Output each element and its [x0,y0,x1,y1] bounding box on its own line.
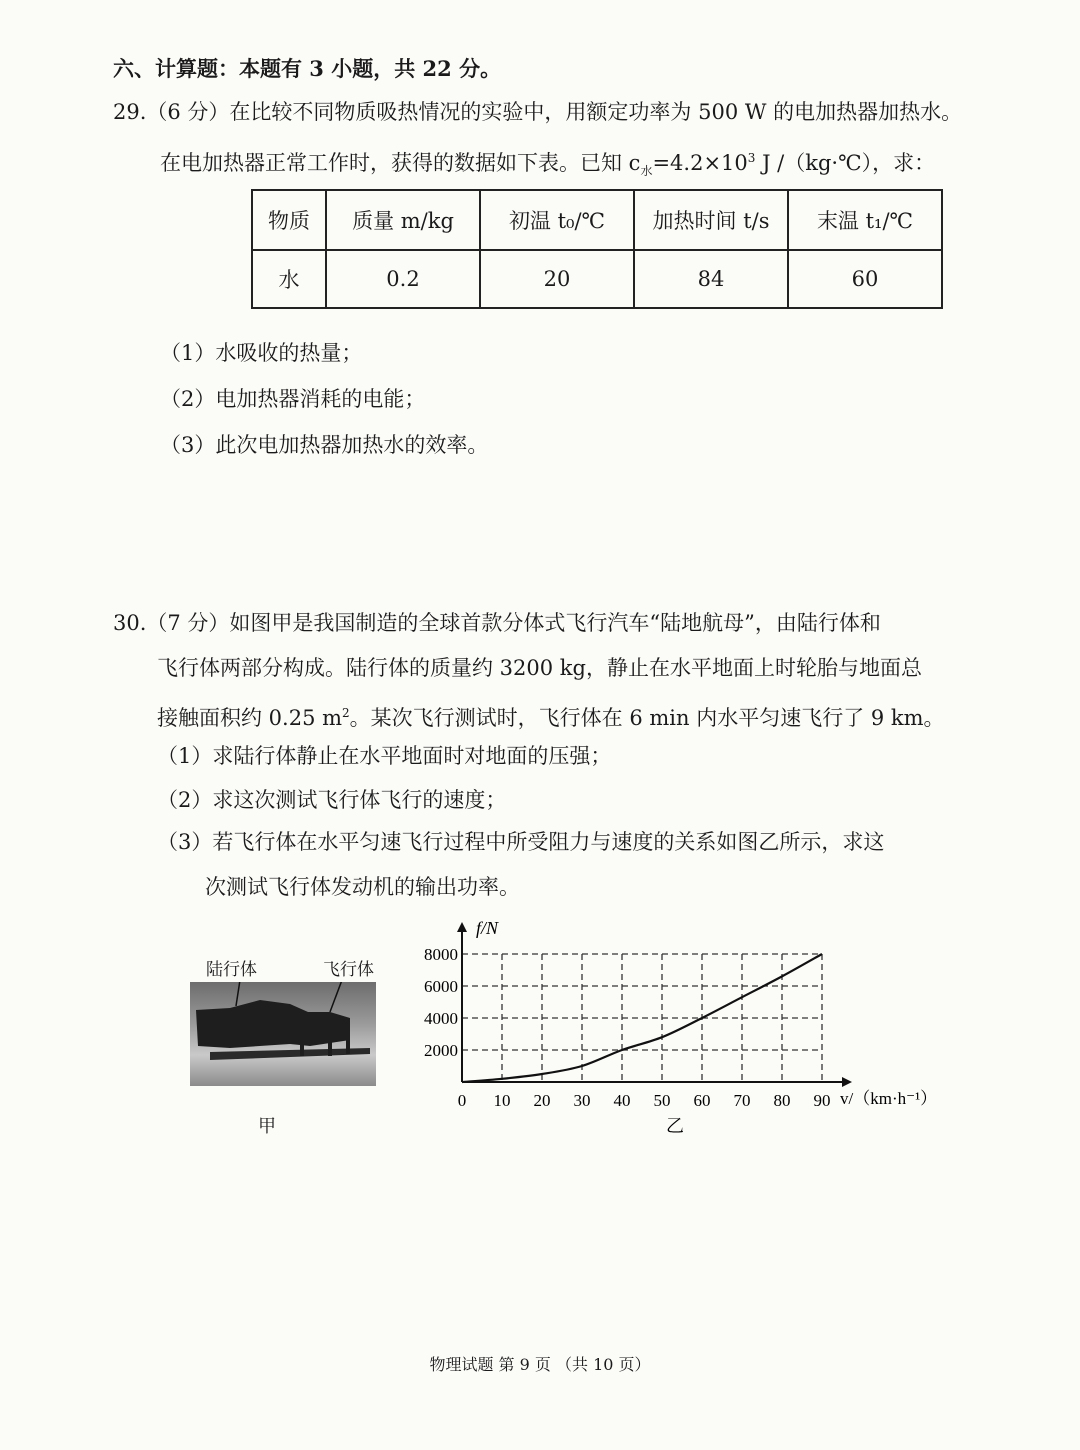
x-tick-label: 70 [733,1091,751,1110]
q30-line3-sup: 2 [342,706,350,720]
table-header-cell: 物质 [252,190,326,250]
q30-line3-a: 接触面积约 0.25 m [157,706,343,730]
q29-line2-c: J /（kg·℃），求： [755,151,936,175]
q29-line1: 29.（6 分）在比较不同物质吸热情况的实验中，用额定功率为 500 W 的电加热器加热水。 [113,100,963,124]
y-axis-arrow [457,922,467,932]
x-tick-label: 40 [613,1091,631,1110]
q29-line2-a: 在电加热器正常工作时，获得的数据如下表。已知 c [160,151,641,175]
q29-sub3: （3）此次电加热器加热水的效率。 [160,433,489,457]
q30-line1: 30.（7 分）如图甲是我国制造的全球首款分体式飞行汽车“陆地航母”，由陆行体和 [113,611,881,635]
q30-line3-b: 。某次飞行测试时，飞行体在 6 min 内水平匀速飞行了 9 km。 [349,706,945,730]
chart-grid [462,954,822,1082]
table-cell: 0.2 [326,250,480,308]
table-cell: 水 [252,250,326,308]
q29-line2-b: =4.2×10 [652,151,748,175]
section-title: 六、计算题：本题有 3 小题，共 22 分。 [113,56,502,81]
y-tick-label: 4000 [424,1009,458,1028]
q30-line3 [157,698,945,733]
q30-sub3b: 次测试飞行体发动机的输出功率。 [205,875,520,899]
table-cell: 60 [788,250,942,308]
x-axis-arrow [842,1077,852,1087]
chart-ticks [424,945,831,1110]
table-cell: 20 [480,250,634,308]
q29-line2-sub: 水 [640,164,653,179]
force-velocity-chart [400,910,960,1140]
x-tick-label: 50 [653,1091,671,1110]
x-tick-label: 60 [693,1091,711,1110]
q30-sub1: （1）求陆行体静止在水平地面时对地面的压强； [157,744,612,768]
q29-line2-sup: 3 [747,151,756,165]
table-header-cell: 加热时间 t/s [634,190,788,250]
x-tick-label: 90 [813,1091,831,1110]
y-tick-label: 8000 [424,945,458,964]
x-tick-label: 20 [533,1091,551,1110]
page-footer: 物理试题 第 9 页 （共 10 页） [429,1355,651,1374]
q29-sub1: （1）水吸收的热量； [160,341,363,365]
x-tick-label: 30 [573,1091,591,1110]
chart-caption: 乙 [666,1116,684,1136]
q29-line2 [160,143,935,186]
y-tick-label: 2000 [424,1041,458,1060]
table-cell: 84 [634,250,788,308]
q30-sub3a: （3）若飞行体在水平匀速飞行过程中所受阻力与速度的关系如图乙所示，求这 [157,830,885,854]
flying-car-icon [190,982,376,1086]
chart-xlabel: v/（km·h⁻¹） [840,1089,938,1108]
figure-a-caption: 甲 [258,1116,276,1137]
y-tick-label: 6000 [424,977,458,996]
x-tick-label: 80 [773,1091,791,1110]
flying-car-photo [190,982,376,1086]
q29-sub2: （2）电加热器消耗的电能； [160,387,426,411]
chart-axes [457,922,852,1087]
chart-ylabel: f/N [476,918,499,938]
data-table [251,189,943,309]
q30-line2: 飞行体两部分构成。陆行体的质量约 3200 kg，静止在水平地面上时轮胎与地面总 [157,656,922,680]
label-flying-vehicle: 飞行体 [323,960,374,980]
x-tick-label: 0 [457,1091,467,1110]
table-header-cell: 初温 t₀/℃ [480,190,634,250]
table-header-cell: 质量 m/kg [326,190,480,250]
label-land-vehicle: 陆行体 [206,960,257,980]
x-tick-label: 10 [493,1091,511,1110]
table-header-cell: 末温 t₁/℃ [788,190,942,250]
q30-sub2: （2）求这次测试飞行体飞行的速度； [157,788,507,812]
